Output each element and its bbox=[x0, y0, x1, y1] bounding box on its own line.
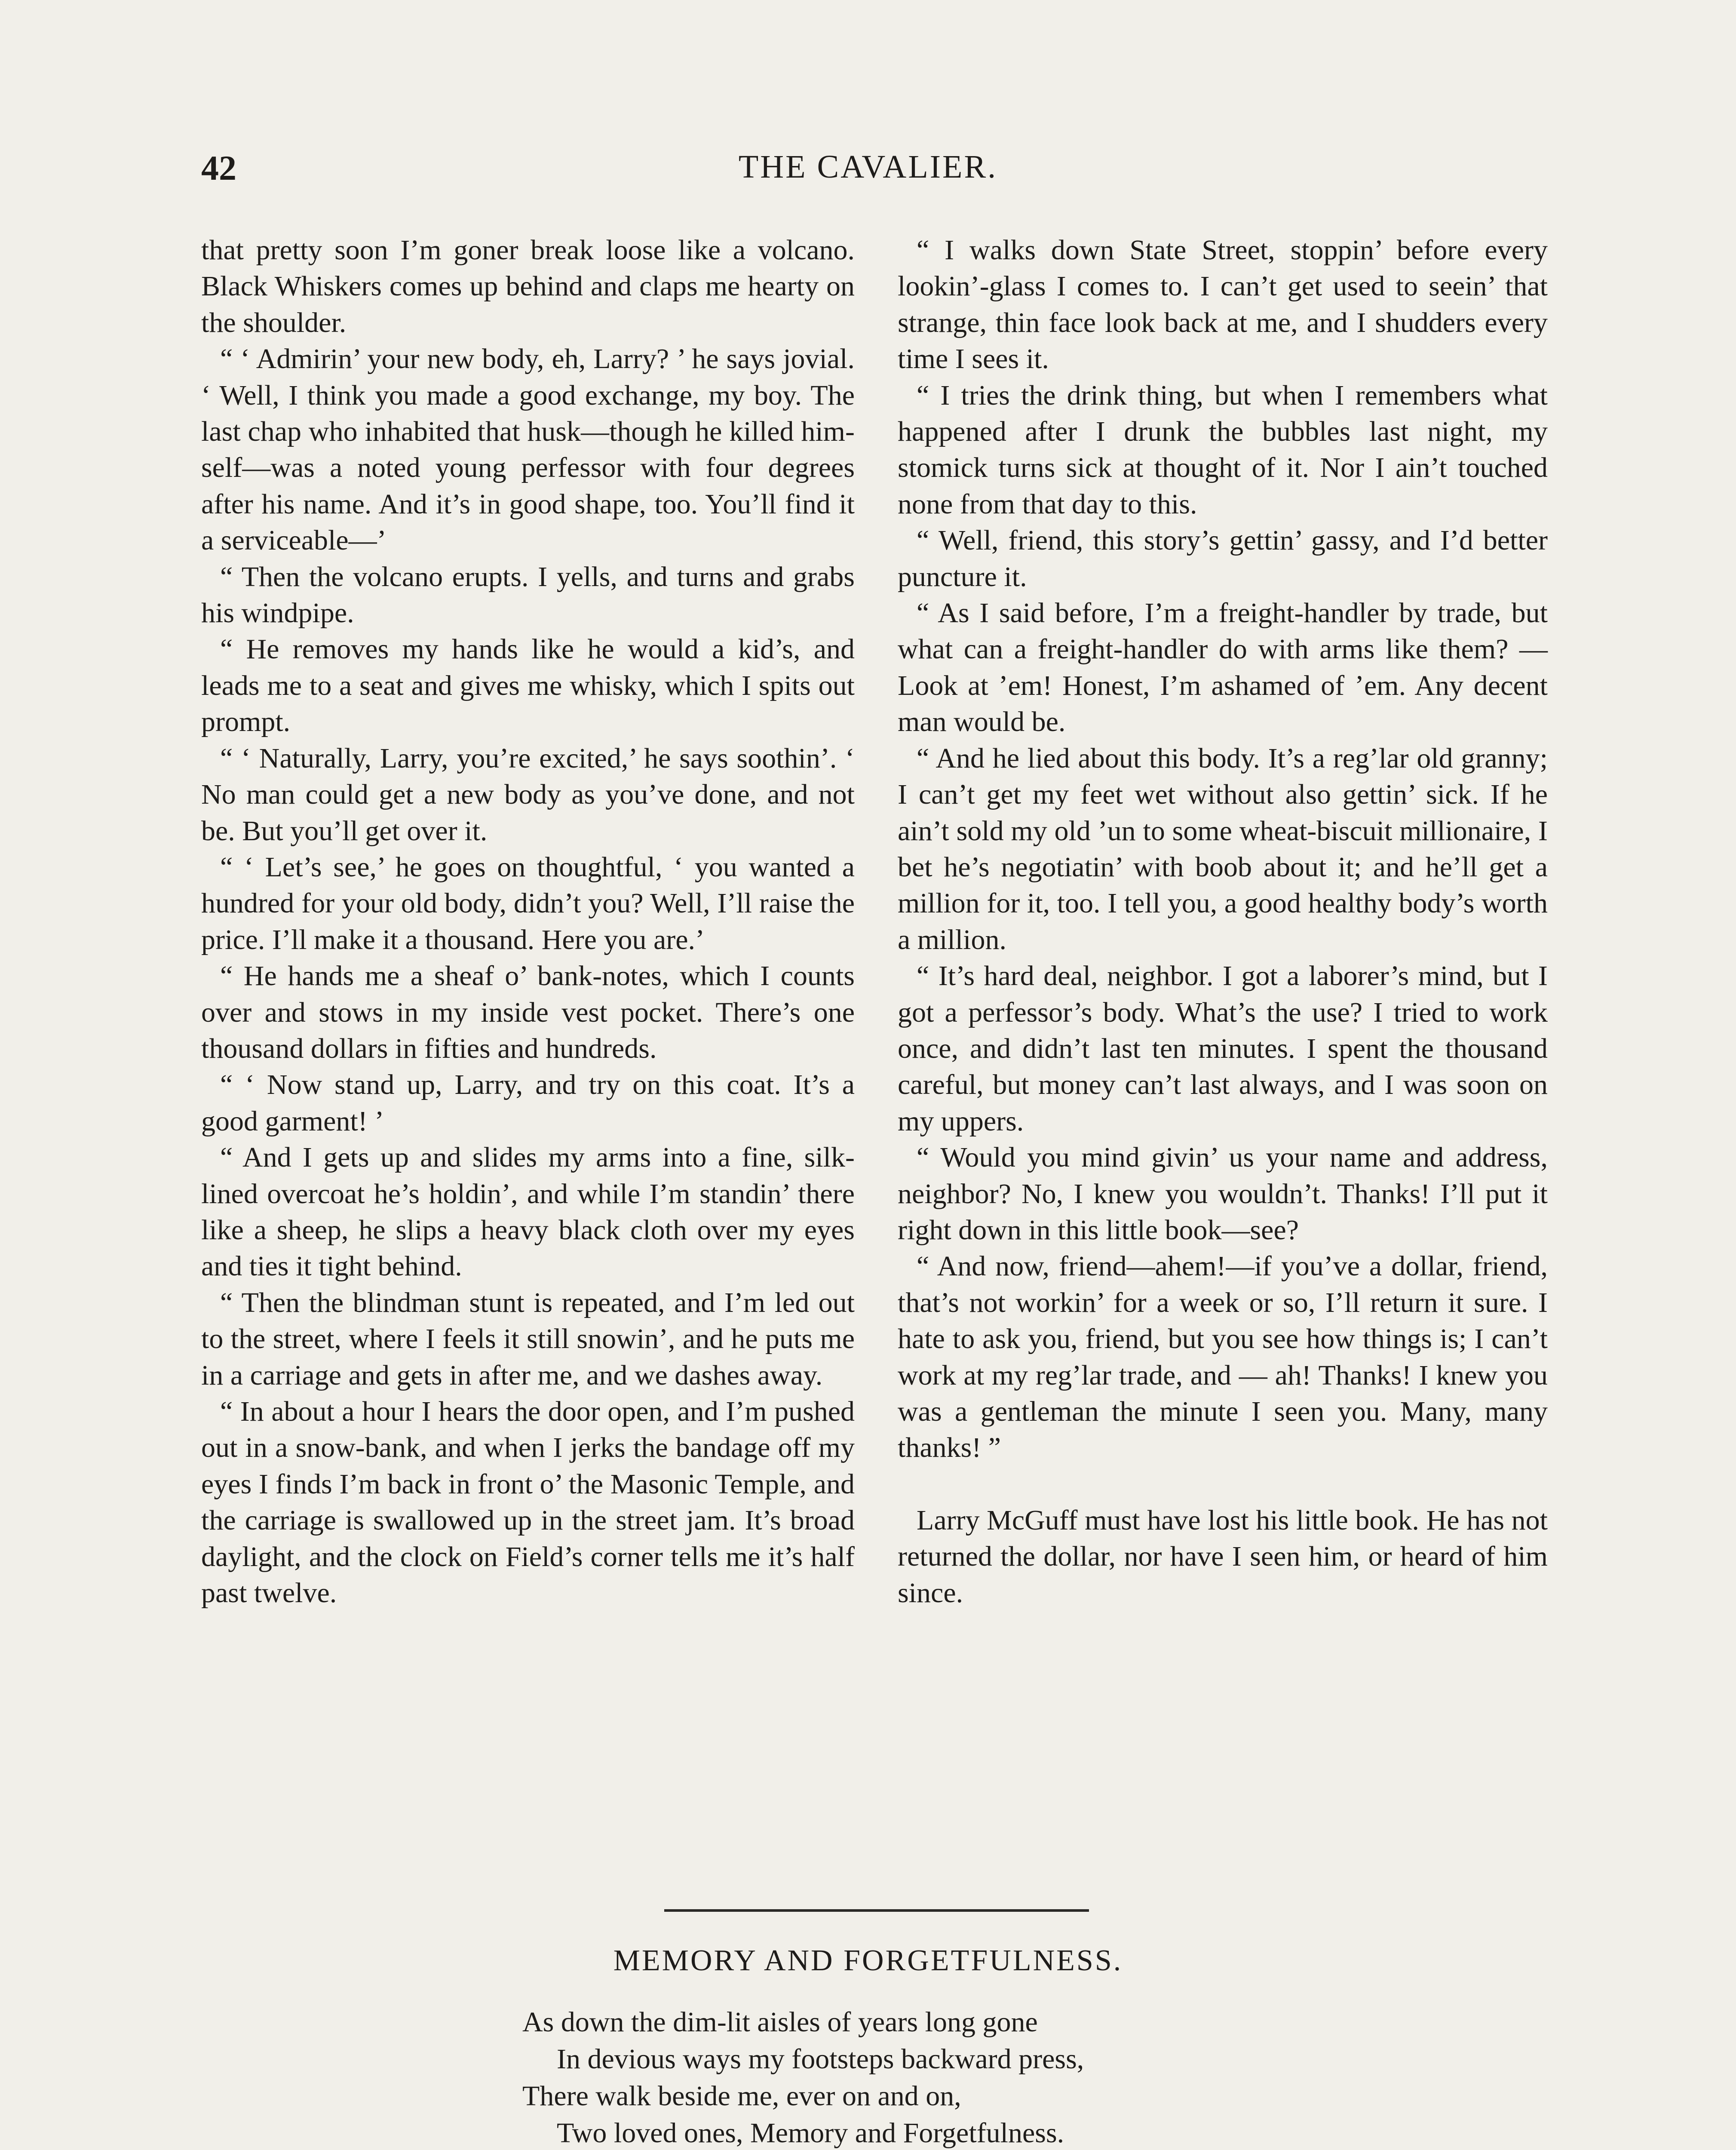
story-paragraph: “ ‘ Now stand up, Larry, and try on this coat. It’s a good garment! ’ bbox=[201, 1069, 855, 1137]
story-paragraph: “ Then the blindman stunt is repeated, and I’m led out to the street, where I feels it still snowin’, and he puts me in a carriage and gets in after me, and we dashes away. bbox=[201, 1287, 855, 1391]
story-paragraph: “ I walks down State Street, stoppin’ before every lookin’-glass I comes to. I can’t get used to seein’ that strange, thin face look back at me, and I shudders every time I sees it. bbox=[898, 234, 1548, 375]
story-paragraph: “ ‘ Naturally, Larry, you’re excited,’ he says soothin’. ‘ No man could get a new body as you’ve done, and not be. But you’ll get over it. bbox=[201, 742, 855, 847]
section-divider bbox=[664, 1909, 1089, 1912]
poem-title: MEMORY AND FORGETFULNESS. bbox=[613, 1944, 1123, 1977]
story-paragraph: “ ‘ Let’s see,’ he goes on thoughtful, ‘ you wanted a hundred for your old body, didn’t you? Well, I’ll raise the price. I’ll make it a thousand. Here you are.’ bbox=[201, 851, 855, 955]
page-number: 42 bbox=[201, 148, 236, 187]
running-head: THE CAVALIER. bbox=[738, 149, 998, 185]
story-paragraph: “ He removes my hands like he would a kid’s, and leads me to a seat and gives me whisky, which I spits out prompt. bbox=[201, 633, 855, 738]
poem-line: In devious ways my footsteps backward press, bbox=[557, 2043, 1084, 2075]
story-paragraph: “ In about a hour I hears the door open, and I’m pushed out in a snow-bank, and when I jerks the bandage off my eyes I finds I’m back in front o’ the Masonic Temple, and the carriage is swallowed up in the street jam. It’s broad daylight, and the clock on Field’s corner tells me it’s half past twelve. bbox=[201, 1396, 855, 1609]
story-paragraph: “ Would you mind givin’ us your name and address, neighbor? No, I knew you wouldn’t. Thanks! I’ll put it right down in this little book—see? bbox=[898, 1142, 1548, 1246]
story-paragraph: “ As I said before, I’m a freight-handler by trade, but what can a freight-handler do with arms like them? — Look at ’em! Honest, I’m ashamed of ’em. Any decent man would be. bbox=[898, 597, 1548, 738]
story-closing-paragraph: Larry McGuff must have lost his little book. He has not returned the dollar, nor have I seen him, or heard of him since. bbox=[898, 1504, 1548, 1609]
poem-body bbox=[522, 2004, 1129, 2150]
story-paragraph: “ He hands me a sheaf o’ bank-notes, which I counts over and stows in my inside vest pocket. There’s one thousand dollars in fifties and hundreds. bbox=[201, 960, 855, 1064]
story-left-column bbox=[201, 232, 855, 1611]
story-paragraph: “ Then the volcano erupts. I yells, and turns and grabs his windpipe. bbox=[201, 561, 855, 629]
story-paragraph: “ And now, friend—ahem!—if you’ve a dollar, friend, that’s not workin’ for a week or so, I’ll return it sure. I hate to ask you, friend, but you see how things is; I can’t work at my reg’lar trade, and — ah! Thanks! I knew you was a gentleman the minute I seen you. Many, many thanks! ” bbox=[898, 1250, 1548, 1464]
story-paragraph: “ ‘ Admirin’ your new body, eh, Larry? ’ he says jovial. ‘ Well, I think you made a good exchange, my boy. The last chap who inhabited that husk—though he killed himself—was a noted young perfessor with four degrees after his name. And it’s in good shape, too. You’ll find it a serviceable—’ bbox=[201, 343, 855, 556]
story-paragraph: “ Well, friend, this story’s gettin’ gassy, and I’d better puncture it. bbox=[898, 525, 1548, 593]
story-paragraph: “ And he lied about this body. It’s a reg’lar old granny; I can’t get my feet wet without also gettin’ sick. If he ain’t sold my old ’un to some wheat-biscuit millionaire, I bet he’s negotiatin’ with boob about it; and he’ll get a million for it, too. I tell you, a good healthy body’s worth a million. bbox=[898, 742, 1548, 955]
story-paragraph: “ And I gets up and slides my arms into a fine, silk-lined overcoat he’s holdin’, and while I’m standin’ there like a sheep, he slips a heavy black cloth over my eyes and ties it tight behind. bbox=[201, 1142, 855, 1282]
story-paragraph: “ It’s hard deal, neighbor. I got a laborer’s mind, but I got a perfessor’s body. What’s the use? I tried to work once, and didn’t last ten minutes. I spent the thousand careful, but money can’t last always, and I was soon on my uppers. bbox=[898, 960, 1548, 1137]
story-paragraph: “ I tries the drink thing, but when I remembers what happened after I drunk the bubbles last night, my stomick turns sick at thought of it. Nor I ain’t touched none from that day to this. bbox=[898, 379, 1548, 520]
story-right-column bbox=[898, 232, 1548, 1611]
story-paragraph: that pretty soon I’m goner break loose like a volcano. Black Whiskers comes up behind and claps me hearty on the shoulder. bbox=[201, 234, 855, 338]
poem-line: There walk beside me, ever on and on, bbox=[522, 2080, 961, 2112]
poem-line: Two loved ones, Memory and Forgetfulness. bbox=[557, 2117, 1064, 2149]
poem-line: As down the dim-lit aisles of years long gone bbox=[522, 2006, 1038, 2038]
